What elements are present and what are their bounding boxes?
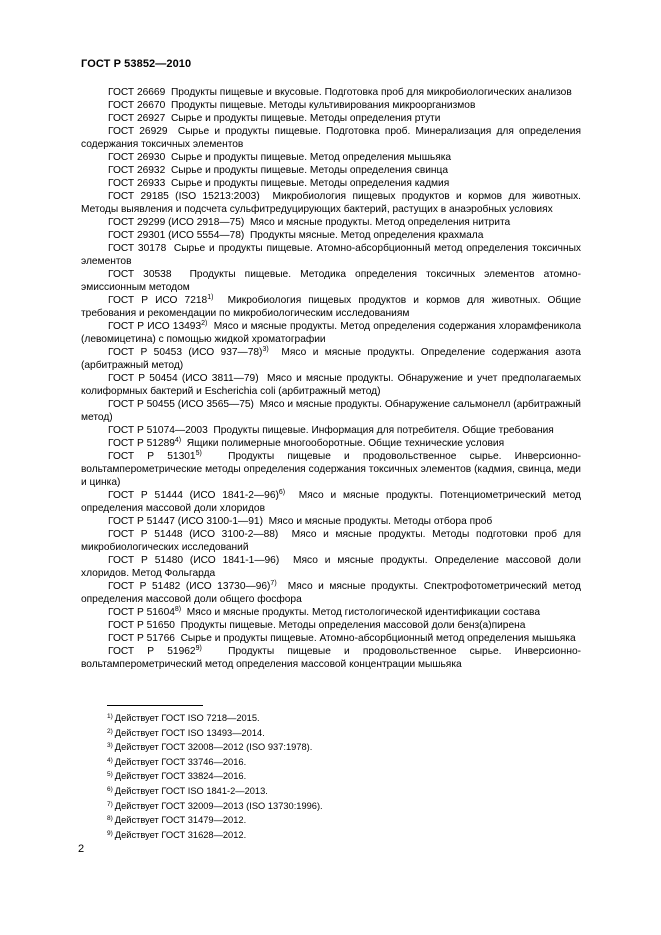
reference-title: Мясо и мясные продукты. Методы отбора проб — [262, 516, 493, 527]
reference-title: Продукты пищевые и вкусовые. Подготовка проб для микробиологических анализов — [165, 87, 572, 98]
reference-code: ГОСТ Р 51482 (ИСО 13730—96) — [108, 581, 271, 592]
reference-code: ГОСТ Р ИСО 7218 — [108, 295, 208, 306]
reference-code: ГОСТ Р 50454 (ИСО 3811—79) — [108, 373, 259, 384]
reference-item — [81, 125, 584, 151]
footnote-marker: 1) — [207, 294, 214, 301]
reference-title: Мясо и мясные продукты. Метод гистологической идентификации состава — [181, 607, 541, 618]
footnote-marker: 9) — [195, 645, 202, 652]
reference-title: Микробиология пищевых продуктов и кормов для животных. Общие требования и рекомендации по микробиологическим исследованиям — [81, 295, 584, 319]
reference-item — [81, 294, 584, 320]
reference-item — [81, 528, 584, 554]
reference-item — [81, 242, 584, 268]
reference-title: Продукты пищевые. Методы определения массовой доли бенз(а)пирена — [174, 620, 526, 631]
footnote-item — [107, 813, 507, 828]
footnote-text: Действует ГОСТ 33746—2016. — [114, 756, 247, 767]
reference-item — [81, 190, 584, 216]
footnote-text: Действует ГОСТ 31479—2012. — [114, 815, 247, 826]
footnote-separator — [107, 705, 203, 706]
footnote-item — [107, 726, 507, 741]
reference-item — [81, 632, 581, 645]
footnote-text: Действует ГОСТ ISO 7218—2015. — [114, 713, 260, 723]
reference-item — [81, 606, 581, 619]
footnote-marker: 6) — [278, 489, 286, 496]
reference-item — [81, 151, 581, 164]
reference-item — [81, 580, 584, 606]
footnote-mark: 1) — [107, 713, 113, 720]
footnote-mark: 6) — [107, 785, 113, 793]
normative-references-list — [81, 86, 584, 671]
reference-code: ГОСТ 30538 — [108, 269, 172, 280]
reference-item — [81, 268, 581, 294]
footnote-item — [107, 755, 507, 770]
footnote-text: Действует ГОСТ ISO 13493—2014. — [114, 727, 265, 738]
reference-title: Мясо и мясные продукты. Метод определения нитрита — [244, 217, 511, 228]
reference-title: Сырье и продукты пищевые. Метод определения мышьяка — [165, 152, 452, 163]
reference-item — [81, 86, 581, 99]
footnote-mark: 4) — [107, 756, 113, 764]
footnotes-list — [107, 711, 507, 842]
reference-title: Продукты пищевые. Методы культивирования микроорганизмов — [165, 100, 476, 111]
document-header: ГОСТ Р 53852—2010 — [81, 58, 192, 70]
reference-item — [81, 489, 584, 515]
reference-title: Мясо и мясные продукты. Потенциометрический метод определения массовой доли хлоридов — [81, 490, 584, 514]
reference-item — [81, 450, 584, 489]
reference-code: ГОСТ Р 51289 — [108, 438, 175, 449]
page-number: 2 — [78, 843, 85, 855]
footnote-item — [107, 740, 507, 755]
reference-code: ГОСТ 29299 (ИСО 2918—75) — [108, 217, 245, 228]
reference-code: ГОСТ 26930 — [108, 152, 166, 163]
footnote-mark: 7) — [107, 800, 113, 808]
footnote-marker: 3) — [262, 346, 269, 353]
reference-item — [81, 112, 581, 125]
reference-code: ГОСТ Р 50453 (ИСО 937—78) — [108, 347, 263, 358]
reference-code: ГОСТ 26670 — [108, 100, 166, 111]
reference-code: ГОСТ Р 51962 — [108, 646, 196, 657]
reference-item — [81, 229, 581, 242]
reference-title: Мясо и мясные продукты. Обнаружение и учет предполагаемых колиформных бактерий и Escherichia coli (арбитражный метод) — [81, 373, 584, 397]
reference-title: Сырье и продукты пищевые. Методы определения ртути — [165, 113, 441, 124]
reference-code: ГОСТ 26929 — [108, 126, 168, 137]
footnote-item — [107, 799, 507, 814]
reference-code: ГОСТ Р 51447 (ИСО 3100-1—91) — [108, 516, 263, 527]
footnote-marker: 7) — [270, 580, 277, 587]
reference-code: ГОСТ Р 51301 — [108, 451, 196, 462]
footnote-text: Действует ГОСТ ISO 1841-2—2013. — [114, 785, 268, 796]
reference-item — [81, 437, 581, 450]
footnote-marker: 4) — [174, 437, 182, 444]
reference-code: ГОСТ Р 51448 (ИСО 3100-2—88) — [108, 529, 279, 540]
reference-title: Мясо и мясные продукты. Обнаружение сальмонелл (арбитражный метод) — [81, 399, 584, 423]
reference-item — [81, 346, 584, 372]
reference-title: Продукты пищевые. Информация для потребителя. Общие требования — [207, 425, 554, 436]
reference-item — [81, 320, 584, 346]
reference-code: ГОСТ Р 51444 (ИСО 1841-2—96) — [108, 490, 279, 501]
reference-title: Продукты пищевые и продовольственное сырье. Инверсионно-вольтамперометрические методы определения содержания токсичных элементов (кадмия, свинца, меди и цинка) — [81, 451, 584, 488]
reference-title: Продукты пищевые и продовольственное сырье. Инверсионно-вольтамперометрический метод определения массовой концентрации мышьяка — [81, 646, 581, 670]
footnote-marker: 8) — [174, 606, 182, 613]
footnote-mark: 2) — [107, 727, 113, 735]
reference-item — [81, 554, 584, 580]
reference-title: Микробиология пищевых продуктов и кормов для животных. Методы выявления и подсчета сульфитредуцирующих бактерий, растущих в анаэробных условиях — [81, 191, 584, 215]
reference-title: Сырье и продукты пищевые. Атомно-абсорбционный метод определения токсичных элементов — [81, 243, 584, 267]
reference-title: Продукты мясные. Метод определения крахмала — [244, 230, 484, 241]
reference-title: Мясо и мясные продукты. Метод определения содержания хлорамфеникола (левомицетина) с помощью жидкой хроматографии — [81, 321, 584, 345]
footnote-mark: 9) — [107, 829, 113, 837]
reference-item — [81, 424, 581, 437]
reference-title: Мясо и мясные продукты. Спектрофотометрический метод определения массовой доли общего фосфора — [81, 581, 584, 605]
footnote-item — [107, 769, 507, 784]
footnote-marker: 2) — [201, 320, 208, 327]
reference-title: Мясо и мясные продукты. Методы подготовки проб для микробиологических исследований — [81, 529, 584, 553]
reference-title: Сырье и продукты пищевые. Методы определения свинца — [165, 165, 449, 176]
reference-code: ГОСТ 29185 (ISO 15213:2003) — [108, 191, 260, 202]
reference-code: ГОСТ 30178 — [108, 243, 167, 254]
reference-code: ГОСТ Р 51650 — [108, 620, 175, 631]
reference-title: Ящики полимерные многооборотные. Общие технические условия — [181, 438, 505, 449]
reference-title: Сырье и продукты пищевые. Подготовка проб. Минерализация для определения содержания токсичных элементов — [81, 126, 584, 150]
footnote-text: Действует ГОСТ 32009—2013 (ISO 13730:1996). — [114, 800, 323, 811]
reference-code: ГОСТ 26927 — [108, 113, 166, 124]
reference-item — [81, 515, 581, 528]
reference-code: ГОСТ Р 51074—2003 — [108, 425, 208, 436]
footnote-marker: 5) — [195, 450, 202, 457]
footnote-text: Действует ГОСТ 32008—2012 (ISO 937:1978). — [114, 742, 313, 753]
footnote-mark: 3) — [107, 742, 113, 750]
footnote-mark: 5) — [107, 771, 113, 779]
footnote-item — [107, 784, 507, 799]
reference-item — [81, 216, 581, 229]
reference-item — [81, 164, 581, 177]
reference-item — [81, 99, 581, 112]
footnote-text: Действует ГОСТ 33824—2016. — [114, 771, 247, 782]
reference-title: Продукты пищевые. Методика определения токсичных элементов атомно-эмиссионным методом — [81, 269, 581, 293]
footnote-item — [107, 828, 507, 843]
reference-code: ГОСТ Р 50455 (ИСО 3565—75) — [108, 399, 254, 410]
reference-item — [81, 177, 581, 190]
reference-code: ГОСТ 29301 (ИСО 5554—78) — [108, 230, 245, 241]
footnote-item — [107, 711, 507, 726]
footnote-mark: 8) — [107, 815, 113, 823]
reference-code: ГОСТ 26932 — [108, 165, 166, 176]
reference-code: ГОСТ Р 51604 — [108, 607, 175, 618]
reference-title: Сырье и продукты пищевые. Методы определения кадмия — [165, 178, 450, 189]
reference-code: ГОСТ 26933 — [108, 178, 166, 189]
reference-title: Мясо и мясные продукты. Определение содержания азота (арбитражный метод) — [81, 347, 584, 371]
reference-code: ГОСТ Р 51480 (ИСО 1841-1—96) — [108, 555, 280, 566]
reference-item — [81, 645, 581, 671]
reference-code: ГОСТ 26669 — [108, 87, 166, 98]
reference-item — [81, 619, 581, 632]
reference-item — [81, 372, 584, 398]
reference-title: Мясо и мясные продукты. Определение массовой доли хлоридов. Метод Фольгарда — [81, 555, 584, 579]
reference-code: ГОСТ Р 51766 — [108, 633, 175, 644]
footnote-text: Действует ГОСТ 31628—2012. — [114, 829, 247, 840]
reference-title: Сырье и продукты пищевые. Атомно-абсорбционный метод определения мышьяка — [174, 633, 576, 644]
reference-item — [81, 398, 584, 424]
reference-code: ГОСТ Р ИСО 13493 — [108, 321, 202, 332]
